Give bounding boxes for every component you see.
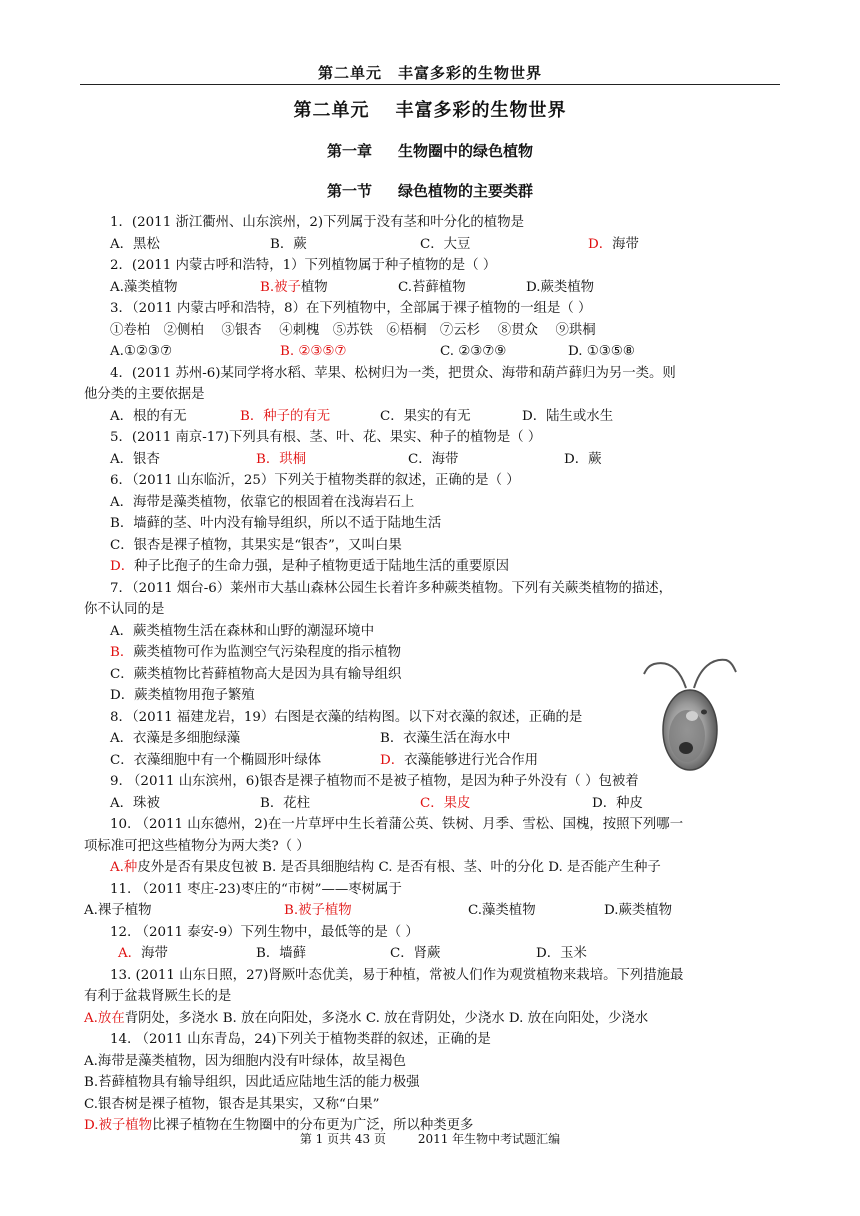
q11-stem: 11. （2011 枣庄-23)枣庄的“市树”——枣树属于 xyxy=(110,881,402,897)
q12-options: A．海带 B．墙藓 C．肾蕨 D．玉米 xyxy=(118,946,587,961)
chlamydomonas-figure xyxy=(640,650,740,780)
q4-stem: 4．(2011 苏州-6)某同学将水稻、苹果、松树归为一类，把贯众、海带和葫芦藓归为另一类。则 xyxy=(110,365,676,381)
q5-stem: 5．(2011 南京-17)下列具有根、茎、叶、花、果实、种子的植物是（ ） xyxy=(110,430,542,445)
footer-doc-title: 2011 年生物中考试题汇编 xyxy=(417,1132,561,1146)
page-footer xyxy=(0,1130,860,1147)
q4-options: A．根的有无 B．种子的有无 C．果实的有无 D．陆生或水生 xyxy=(110,408,614,424)
eyespot xyxy=(701,710,707,715)
q9-stem: 9. （2011 山东滨州，6)银杏是裸子植物而不是被子植物，是因为种子外没有（ ）包被着 xyxy=(110,774,639,789)
q6-option-c: C．银杏是裸子植物，其果实是“银杏”，又叫白果 xyxy=(110,537,402,553)
q6-option-b: B．墙藓的茎、叶内没有输导组织，所以不适于陆地生活 xyxy=(110,516,442,531)
header-rule xyxy=(80,84,780,85)
flagellum-left xyxy=(644,663,686,688)
q2-options: A.藻类植物 B.被子植物 C.苔藓植物 D.蕨类植物 xyxy=(110,279,595,295)
q14-option-d: D.被子植物比裸子植物在生物圈中的分布更为广泛，所以种类更多 xyxy=(84,1118,474,1133)
chlamydomonas-diagram xyxy=(640,650,740,780)
q6-option-a: A．海带是藻类植物，依靠它的根固着在浅海岩石上 xyxy=(110,494,415,510)
q1-options: A．黑松 B．蕨 C．大豆 D．海带 xyxy=(110,236,639,252)
nucleus xyxy=(686,711,698,721)
q7-stem: 7．（2011 烟台-6）莱州市大基山森林公园生长着许多种蕨类植物。下列有关蕨类植物的描述， xyxy=(110,580,673,596)
flagellum-right xyxy=(694,660,736,688)
q3-options: A.①②③⑦ B. ②③⑤⑦ C. ②③⑦⑨ D. ①③⑤⑧ xyxy=(110,344,635,359)
q5-options: A．银杏 B．珙桐 C．海带 D．蕨 xyxy=(110,451,602,467)
q6-stem: 6．（2011 山东临沂，25）下列关于植物类群的叙述，正确的是（ ） xyxy=(110,473,520,488)
pyrenoid xyxy=(679,742,693,754)
q11-options: A.裸子植物 B.被子植物 C.藻类植物 D.蕨类植物 xyxy=(84,903,673,918)
q14-option-a: A.海带是藻类植物，因为细胞内没有叶绿体，故呈褐色 xyxy=(84,1053,406,1069)
q10-stem-cont: 项标准可把这些植物分为两大类?（ ） xyxy=(84,838,310,854)
q7-option-d: D．蕨类植物用孢子繁殖 xyxy=(110,688,255,703)
q7-stem-cont: 你不认同的是 xyxy=(84,602,165,617)
q14-option-b: B.苔藓植物具有输导组织，因此适应陆地生活的能力极强 xyxy=(84,1075,420,1090)
unit-title: 第二单元 丰富多彩的生物世界 xyxy=(293,100,567,121)
section-title: 第一节 绿色植物的主要类群 xyxy=(326,182,534,200)
q3-stem: 3．（2011 内蒙古呼和浩特，8）在下列植物中，全部属于裸子植物的一组是（ ） xyxy=(110,301,592,316)
q10-options: A.种皮外是否有果皮包被 B. 是否具细胞结构 C. 是否有根、茎、叶的分化 D. 是否能产生种子 xyxy=(110,860,661,875)
q7-option-b: B．蕨类植物可作为监测空气污染程度的指示植物 xyxy=(110,645,402,660)
q10-stem: 10. （2011 山东德州，2)在一片草坪中生长着蒲公英、铁树、月季、雪松、国槐，按照下列哪一 xyxy=(110,817,684,832)
q7-option-c: C．蕨类植物比苔藓植物高大是因为具有输导组织 xyxy=(110,666,402,682)
q3-items: ①卷柏 ②侧柏 ③银杏 ④刺槐 ⑤苏铁 ⑥梧桐 ⑦云杉 ⑧贯众 ⑨珙桐 xyxy=(110,322,596,338)
q8-stem: 8．（2011 福建龙岩，19）右图是衣藻的结构图。以下对衣藻的叙述，正确的是 xyxy=(110,709,583,725)
footer-page-number: 第 1 页共 43 页 xyxy=(299,1132,386,1146)
q14-option-c: C.银杏树是裸子植物，银杏是其果实，又称“白果” xyxy=(84,1096,380,1112)
q13-options: A.放在背阴处，多浇水 B. 放在向阳处，多浇水 C. 放在背阴处，少浇水 D. 放在向阳处，少浇水 xyxy=(84,1010,649,1026)
q4-stem-cont: 他分类的主要依据是 xyxy=(84,387,205,402)
q7-option-a: A．蕨类植物生活在森林和山野的潮湿环境中 xyxy=(110,623,375,639)
q8-options-ab: A．衣藻是多细胞绿藻 B．衣藻生活在海水中 xyxy=(110,731,511,746)
chapter-title: 第一章 生物圈中的绿色植物 xyxy=(326,142,534,160)
q2-stem: 2．(2011 内蒙古呼和浩特，1）下列植物属于种子植物的是（ ） xyxy=(110,258,497,273)
q12-stem: 12. （2011 泰安-9）下列生物中，最低等的是（ ） xyxy=(110,924,419,940)
q13-stem: 13. (2011 山东日照，27)肾厥叶态优美，易于种植，常被人们作为观赏植物来栽培。下列措施最 xyxy=(110,967,684,983)
q14-stem: 14. （2011 山东青岛，24)下列关于植物类群的叙述，正确的是 xyxy=(110,1032,491,1047)
running-header: 第二单元 丰富多彩的生物世界 xyxy=(317,64,542,82)
q8-options-cd: C．衣藻细胞中有一个椭圆形叶绿体 D．衣藻能够进行光合作用 xyxy=(110,752,539,768)
q1-stem: 1．(2011 浙江衢州、山东滨州，2)下列属于没有茎和叶分化的植物是 xyxy=(110,215,524,230)
q13-stem-cont: 有利于盆栽肾厥生长的是 xyxy=(84,989,232,1004)
q9-options: A．珠被 B．花柱 C．果皮 D．种皮 xyxy=(110,795,643,811)
q6-option-d: D．种子比孢子的生命力强，是种子植物更适于陆地生活的重要原因 xyxy=(110,559,510,574)
